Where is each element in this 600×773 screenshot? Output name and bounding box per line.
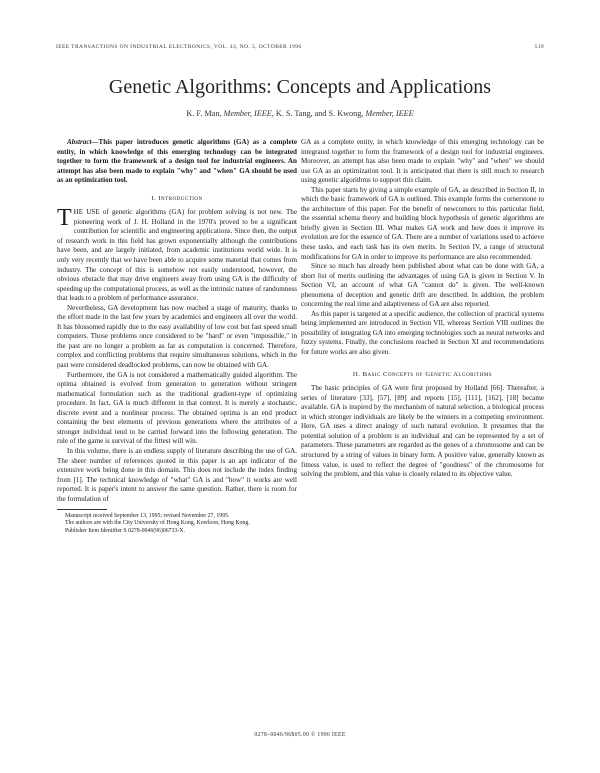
section-heading-basic-concepts: II. Basic Concepts of Genetic Algorithms xyxy=(352,370,493,378)
body-paragraph: As this paper is targeted at a specific audience, the collection of practical systems being implemented are introduced in Section VII, whereas Section VIII outlines the possibility of integrating GA into emerging technologies such as neural networks and fuzzy systems. Finally, the conclusions reached in Section XI and recommendations for future works are also given. xyxy=(301,309,544,357)
footnote-divider xyxy=(57,509,107,510)
paper-title: Genetic Algorithms: Concepts and Applications xyxy=(108,76,492,98)
body-paragraph: GA as a complete entity, in which knowledge of this emerging technology can be integrated together to form the framework of a design tool for industrial engineers. Moreover, an attempt has also been made to explain "why" and "when" we should use GA as an optimization tool. It is anticipated that there is still much to research using genetic algorithms to support this claim. xyxy=(301,138,544,185)
right-column xyxy=(301,138,544,480)
footnote: Publisher Item Identifier S 0278-0046(96)06733-X. xyxy=(65,527,185,534)
body-paragraph: The basic principles of GA were first proposed by Holland [66]. Thereafter, a series of literature [33], [57], [89] and reports [15], [111], [162], [18] became available. GA is inspired by the mechanism of natural selection, a biological process in which stronger individuals are likely be the winners in a competing environment. Here, GA uses a direct analogy of such natural evolution. It presumes that the potential solution of a problem is an individual and can be represented by a set of parameters. These parameters are regarded as the genes of a chromosome and can be structured by a string of values in binary form. A positive value, generally known as fitness value, is used to reflect the degree of "goodness" of the chromosome for solving the problem, and this value is closely related to its objective value. xyxy=(301,384,544,479)
left-column xyxy=(57,138,297,535)
body-paragraph: In this volume, there is an endless supply of literature describing the use of GA. The sheer number of references quoted in this paper is an apt indicator of the extensive work being done in this domain. This does not include the index finding from [1]. The technical knowledge of "what" GA is and "how" it works are well reported. It is paper's intent to answer the same question. Rather, there is room for the formulation of xyxy=(57,446,297,503)
abstract xyxy=(57,138,297,186)
journal-header: IEEE TRANSACTIONS ON INDUSTRIAL ELECTRONICS, VOL. 43, NO. 5, OCTOBER 1996 xyxy=(56,44,302,50)
author-name: and S. Kwong, xyxy=(314,109,364,118)
copyright-footer: 0278–0046/96$05.00 © 1996 IEEE xyxy=(254,732,346,738)
body-paragraph: Since so much has already been published about what can be done with GA, a short list of merits outlining the advantages of using GA is given in Section V. In Section VI, an account of what GA "cannot do" is given. The well-known phenomena of deception and genetic drift are described. In addition, the problem concerning the real time and adaptiveness of GA are also reported. xyxy=(301,262,544,309)
page-number: 519 xyxy=(534,44,544,50)
author-membership: Member, IEEE xyxy=(365,109,414,118)
section-heading-introduction: I. Introduction xyxy=(151,194,203,202)
author-line xyxy=(0,109,600,118)
running-head xyxy=(56,44,544,50)
author-name: K. S. Tang, xyxy=(275,109,313,118)
footnote: The authors are with the City University of Hong Kong, Kowloon, Hong Kong. xyxy=(65,520,250,527)
author-membership: Member, IEEE, xyxy=(223,109,274,118)
abstract-text: This paper introduces genetic algorithms (GA) as a complete entity, in which knowledge of this emerging technology can be integrated together to form the framework of a design tool for industrial engineers. An attempt has also been made to explain "why" and "when" GA should be used as an optimization tool. xyxy=(57,138,297,185)
body-paragraph: This paper starts by giving a simple example of GA, as described in Section II, in which the basic framework of GA is outlined. This example forms the cornerstone to the architecture of this paper. For the benefit of newcomers to this particular field, the essential schema theory and building block hypothesis of genetic algorithms are briefly given in Section III. What makes GA work and how does it improve its evolution are for the essence of GA. There are a number of variations used to achieve these tasks, and each task has its own merits. In Section IV, a range of structural modifications for GA in order to improve its performance are also recommended. xyxy=(301,185,544,261)
body-paragraph: Furthermore, the GA is not considered a mathematically guided algorithm. The optima obtained is evolved from generation to generation without stringent mathematical formulation such as the traditional gradient-type of optimizing procedure. In fact, GA is much different in that context. It is merely a stochastic, discrete event and a nonlinear process. The obtained optima is an end product containing the best elements of previous generations where the attributes of a stronger individual tend to be carried forward into the following generation. The rule of the game is survival of the fittest will win. xyxy=(57,370,297,446)
author-name: K. F. Man, xyxy=(186,109,222,118)
body-paragraph: Nevertheless, GA development has now reached a stage of maturity, thanks to the effort made in the last few years by academics and engineers all over the world. It has blossomed rapidly due to the easy availability of low cost but fast speed small computers. Those problems once considered to be "hard" or even "impossible," in the past are no longer a problem as far as computation is concerned. Therefore, complex and conflicting problems that require simultaneous solutions, which in the past were considered deadlocked problems, can now be obtained with GA. xyxy=(57,303,297,370)
intro-text: HE USE of genetic algorithms (GA) for problem solving is not new. The pioneering work of J. H. Holland in the 1970's proved to be a significant contribution for scientific and engineering applications. Since then, the output of research work in this field has grown exponentially although the contributions have been, and are largely initiated, from academic institutions world wide. It is only very recently that we have been able to acquire some material that comes from industry. The concept of this is somehow not easily understood, however, the obvious obstacle that may drive engineers away from using GA is the difficulty of speeding up the computational process, as well as the intrinsic nature of randomness that leads to a problem of performance assurance. xyxy=(57,208,297,303)
intro-paragraph xyxy=(57,205,297,303)
footnote: Manuscript received September 13, 1995; revised November 27, 1995. xyxy=(65,513,230,520)
abstract-lead: Abstract— xyxy=(67,138,99,146)
drop-cap: T xyxy=(57,205,72,232)
